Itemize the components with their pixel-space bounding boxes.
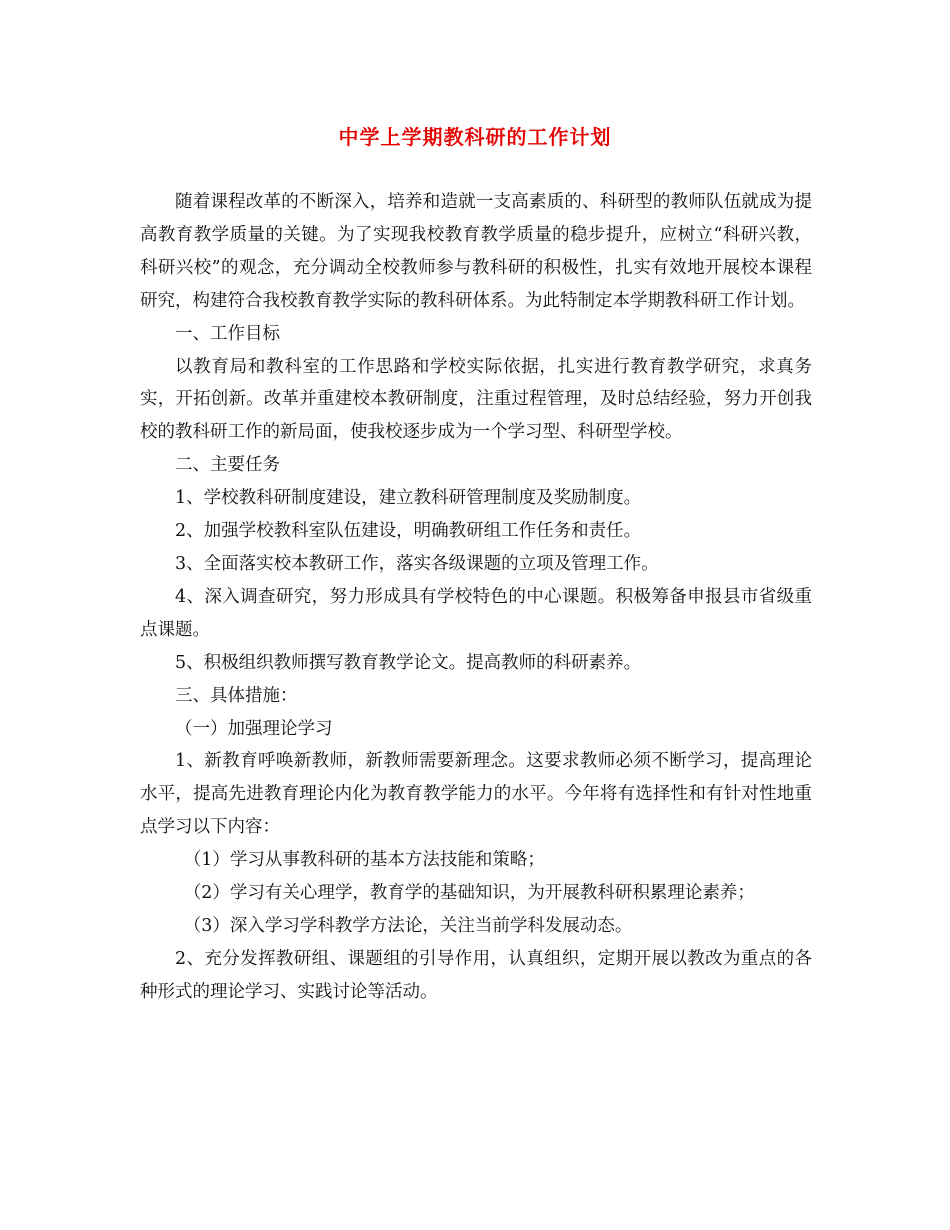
measure-paragraph: 1、新教育呼唤新教师，新教师需要新理念。这要求教师必须不断学习，提高理论水平，提高先进教育理论内化为教育教学能力的水平。今年将有选择性和有针对性地重点学习以下内容： <box>140 751 812 838</box>
study-item: （2）学习有关心理学，教育学的基础知识，为开展教科研积累理论素养； <box>183 883 755 904</box>
study-item: （1）学习从事教科研的基本方法技能和策略； <box>183 850 545 871</box>
intro-paragraph: 随着课程改革的不断深入，培养和造就一支高素质的、科研型的教师队伍就成为提高教育教学质量的关键。为了实现我校教育教学质量的稳步提升，应树立“科研兴教，科研兴校”的观念，充分调动全校教师参与教科研的积极性，扎实有效地开展校本课程研究，构建符合我校教育教学实际的教科研体系。为此特制定本学期教科研工作计划。 <box>140 192 812 311</box>
document-body <box>140 186 812 1009</box>
task-item: 1、学校教科研制度建设，建立教科研管理制度及奖励制度。 <box>175 488 642 509</box>
task-item: 5、积极组织教师撰写教育教学论文。提高教师的科研素养。 <box>175 652 642 673</box>
goals-paragraph: 以教育局和教科室的工作思路和学校实际依据，扎实进行教育教学研究，求真务实，开拓创新。改革并重建校本教研制度，注重过程管理，及时总结经验，努力开创我校的教科研工作的新局面，使我校逐步成为一个学习型、科研型学校。 <box>140 356 812 443</box>
subsection-heading-theory: （一）加强理论学习 <box>175 718 333 739</box>
task-item: 4、深入调查研究，努力形成具有学校特色的中心课题。积极筹备申报县市省级重点课题。 <box>140 586 812 640</box>
section-heading-goals: 一、工作目标 <box>175 323 280 344</box>
section-heading-tasks: 二、主要任务 <box>175 455 280 476</box>
measure-paragraph: 2、充分发挥教研组、课题组的引导作用，认真组织，定期开展以教改为重点的各种形式的理论学习、实践讨论等活动。 <box>140 948 812 1002</box>
task-item: 2、加强学校教科室队伍建设，明确教研组工作任务和责任。 <box>175 521 642 542</box>
section-heading-measures: 三、具体措施： <box>175 685 298 706</box>
study-item: （3）深入学习学科教学方法论，关注当前学科发展动态。 <box>183 915 633 936</box>
task-item: 3、全面落实校本教研工作，落实各级课题的立项及管理工作。 <box>175 553 659 574</box>
document-title: 中学上学期教科研的工作计划 <box>338 125 612 149</box>
